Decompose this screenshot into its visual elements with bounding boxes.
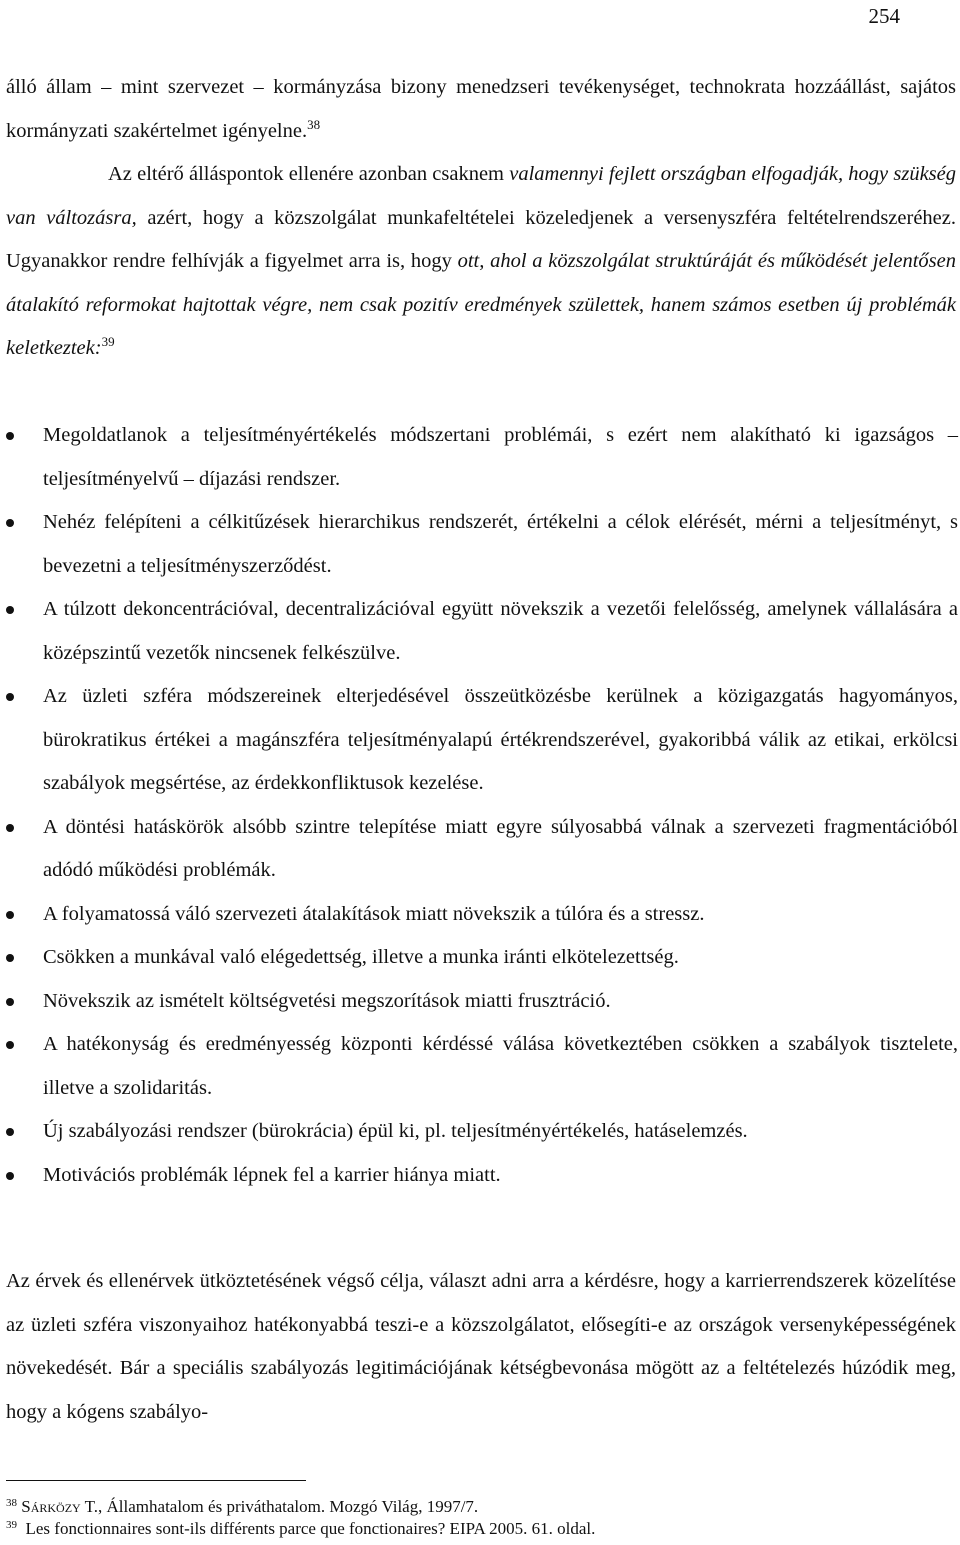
list-item [0,1023,958,1110]
list-item-text: Növekszik az ismételt költségvetési megszorítások miatti frusztráció. [43,989,611,1012]
footnote-text: Les fonctionnaires sont-ils différents parce que fonctionaires? EIPA 2005. 61. oldal. [25,1519,596,1538]
footnote-ref-39[interactable]: 39 [101,334,115,349]
list-item-text: A folyamatossá váló szervezeti átalakítások miatt növekszik a túlóra és a stressz. [43,902,705,925]
bullet-icon [6,1172,14,1180]
bullet-icon [6,432,14,440]
footnote-number: 38 [6,1497,17,1509]
list-item-text: Csökken a munkával való elégedettség, illetve a munka iránti elkötelezettség. [43,946,679,968]
list-item-text: A túlzott dekoncentrációval, decentralizációval együtt növekszik a vezetői felelősség, amelynek vállalására a középszintű vezetők nincsenek felkészülve. [43,598,958,664]
list-item [0,501,958,588]
footnote-39 [6,1518,595,1540]
list-item-text: Megoldatlanok a teljesítményértékelés módszertani problémái, s ezért nem alakítható ki igazságos – teljesítményelvű – díjazási rendszer. [43,424,958,490]
list-item-text: Motivációs problémák lépnek fel a karrier hiánya miatt. [43,1163,501,1186]
paragraph-conclusion: Az érvek és ellenérvek ütköztetésének végső célja, választ adni arra a kérdésre, hogy a karrierrendszerek közelítése az üzleti szféra viszonyaihoz hatékonyabbá teszi-e a közszolgálatot, elősegíti-e az országok versenyképességének növekedését. Bár a speciális szabályozás legitimációjának kétségbevonása mögött az a feltételezés húzódik meg, hogy a kógens szabályo- [6,1270,956,1423]
footnote-ref-38[interactable]: 38 [307,116,321,132]
list-item [0,1154,958,1198]
list-item [0,1110,958,1154]
bullet-icon [6,911,14,919]
list-item-text: A hatékonyság és eredményesség központi kérdéssé válása következtében csökken a szabályok tisztelete, illetve a szolidaritás. [43,1033,958,1099]
list-item [0,675,958,806]
list-item [0,980,958,1024]
bullet-icon [6,519,14,527]
emphasis-text: ott, ahol a közszolgálat struktúráját és működését jelentősen átalakító reformokat hajtottak végre, nem csak pozitív eredmények születtek, hanem számos esetben új problémák keletkeztek: [6,250,956,359]
page-number: 254 [868,4,900,28]
paragraph-text: azért, hogy a közszolgálat munkafeltételei közeledjenek a versenyszféra feltételrendszeréhez. Ugyanakkor rendre felhívják a figyelmet arra is, hogy [6,206,956,272]
paragraph-intro [6,66,956,153]
bullet-icon [6,824,14,832]
list-item-text: A döntési hatáskörök alsóbb szintre telepítése miatt egyre súlyosabbá válnak a szervezeti fragmentációból adódó működési problémák. [43,815,958,881]
list-item-text: Nehéz felépíteni a célkitűzések hierarchikus rendszerét, értékelni a célok elérését, mérni a teljesítményt, s bevezetni a teljesítményszerződést. [43,511,958,577]
footnote-38 [6,1496,478,1518]
bullet-icon [6,693,14,701]
footnote-author: Sárközy T. [21,1497,99,1516]
list-item [0,893,958,937]
paragraph-reforms [6,153,956,371]
bullet-icon [6,1041,14,1049]
bullet-icon [6,954,14,962]
list-item [0,588,958,675]
emphasis-text: valamennyi fejlett országban elfogadják, hogy szükség van változásra, [6,163,956,229]
paragraph-text: álló állam – mint szervezet – kormányzása bizony menedzseri tevékenységet, technokrata hozzáállást, sajátos kormányzati szakértelmet igényelne. [6,76,956,142]
list-item-text: Az üzleti szféra módszereinek elterjedésével összeütközésbe kerülnek a közigazgatás hagyományos, bürokratikus értékei a magánszféra teljesítményalapú értékrendszerével, gyakoribbá válik az etikai, erkölcsi szabályok megsértése, az érdekkonfliktusok kezelése. [43,685,958,794]
list-item [0,936,958,980]
list-item-text: Új szabályozási rendszer (bürokrácia) épül ki, pl. teljesítményértékelés, hatáselemzés. [43,1120,748,1142]
bullet-icon [6,606,14,614]
paragraph-text: Az eltérő álláspontok ellenére azonban csaknem [108,163,510,185]
footnote-text: , Államhatalom és priváthatalom. Mozgó Világ, 1997/7. [98,1497,479,1516]
bullet-icon [6,998,14,1006]
list-item [0,414,958,501]
footnote-divider [6,1480,306,1481]
list-item [0,806,958,893]
footnote-number: 39 [6,1519,17,1531]
bullet-icon [6,1128,14,1136]
problem-list [0,414,958,1197]
